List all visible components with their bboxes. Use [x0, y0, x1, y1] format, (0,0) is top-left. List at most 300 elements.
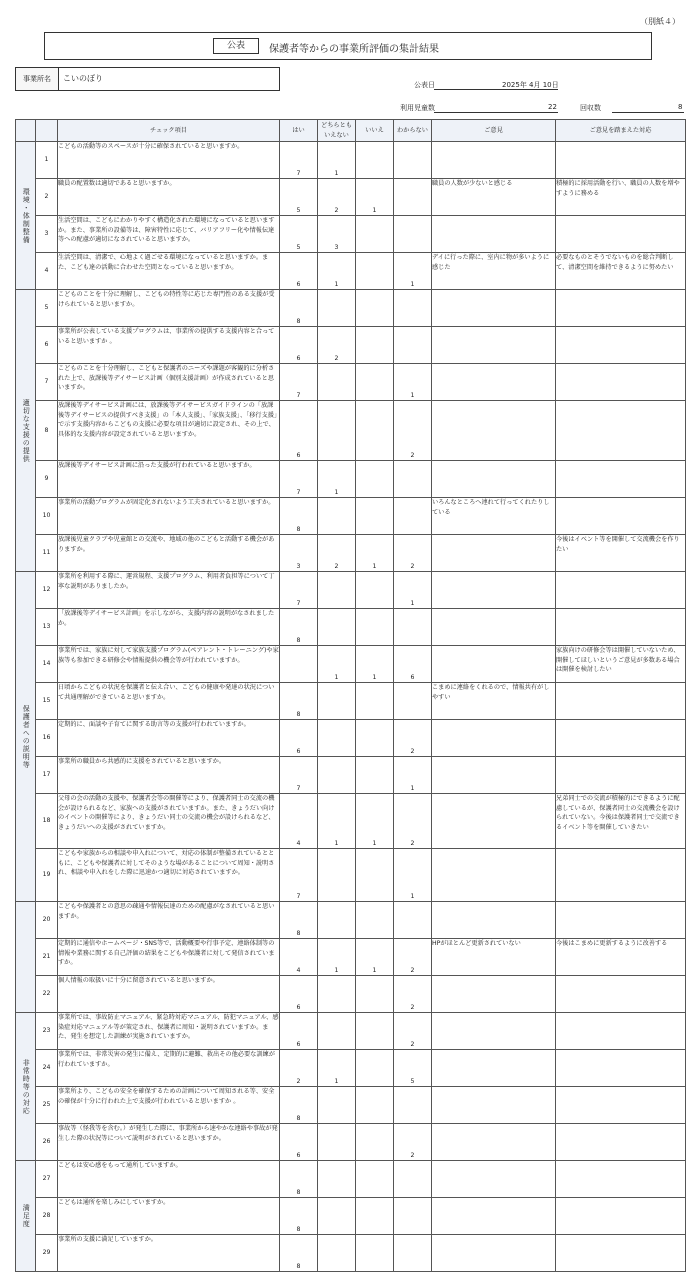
- response-text: 今後はこまめに更新するように改善する: [556, 939, 686, 976]
- neither-count: 1: [318, 253, 356, 290]
- question-text: 事業所では、事故防止マニュアル、緊急時対応マニュアル、防犯マニュアル、感染症対応マニュアル等が策定され、保護者に周知・説明されていますか。また、発生を想定した訓練が実施されていますか。: [58, 1013, 280, 1050]
- unknown-count: [394, 179, 432, 216]
- row-number: 20: [36, 902, 58, 939]
- published-underline: [434, 89, 558, 90]
- row-number: 22: [36, 976, 58, 1013]
- neither-count: [318, 849, 356, 902]
- unknown-count: [394, 1161, 432, 1198]
- neither-count: 2: [318, 327, 356, 364]
- unknown-count: 2: [394, 1013, 432, 1050]
- question-text: 事業所では、家族に対して家族支援プログラム(ペアレント・トレーニング)や家族等も参加できる研修会や情報提供の機会等が行われていますか。: [58, 646, 280, 683]
- table-row: [16, 142, 686, 179]
- neither-count: [318, 290, 356, 327]
- row-number: 16: [36, 720, 58, 757]
- opinion-text: [432, 216, 556, 253]
- neither-count: [318, 683, 356, 720]
- question-text: 事業所より、こどもの安全を確保するための計画について周知される等、安全の確保が十分に行われた上で支援が行われていると思いますか 。: [58, 1087, 280, 1124]
- response-text: [556, 1124, 686, 1161]
- table-row: [16, 976, 686, 1013]
- yes-count: 6: [280, 1013, 318, 1050]
- users-label: 利用児童数: [400, 104, 435, 112]
- category-label: 適切な支援の提供: [22, 398, 31, 463]
- yes-count: 6: [280, 1124, 318, 1161]
- question-text: 事業所を利用する際に、運営規程、支援プログラム、利用者負担等について丁寧な説明がありましたか。: [58, 572, 280, 609]
- response-text: [556, 216, 686, 253]
- row-number: 2: [36, 179, 58, 216]
- row-number: 12: [36, 572, 58, 609]
- row-number: 6: [36, 327, 58, 364]
- question-text: こどもや家族からの相談や申入れについて、対応の体制が整備されているとともに、こどもや保護者に対してそのような場があることについて周知・説明され、相談や申入れをした際に迅速かつ適切に対応されていますか。: [58, 849, 280, 902]
- row-number: 4: [36, 253, 58, 290]
- category-cell: [16, 290, 36, 572]
- yes-count: 7: [280, 364, 318, 401]
- annex-label: （別紙４）: [640, 17, 680, 26]
- unknown-count: 1: [394, 849, 432, 902]
- unknown-count: 2: [394, 794, 432, 849]
- row-number: 26: [36, 1124, 58, 1161]
- yes-count: 8: [280, 290, 318, 327]
- responses-underline: [612, 112, 684, 113]
- yes-count: 8: [280, 683, 318, 720]
- yes-count: 8: [280, 1198, 318, 1235]
- table-header-row: [16, 120, 686, 142]
- no-count: [356, 1050, 394, 1087]
- table-row: [16, 253, 686, 290]
- opinion-text: [432, 572, 556, 609]
- facility-name: こいのぼり: [63, 74, 103, 83]
- neither-count: [318, 1161, 356, 1198]
- opinion-text: [432, 461, 556, 498]
- table-row: [16, 849, 686, 902]
- yes-count: 6: [280, 401, 318, 461]
- opinion-text: [432, 1124, 556, 1161]
- response-text: [556, 976, 686, 1013]
- opinion-text: [432, 609, 556, 646]
- unknown-count: [394, 327, 432, 364]
- yes-count: 6: [280, 976, 318, 1013]
- row-number: 8: [36, 401, 58, 461]
- question-text: 放課後等デイサービス計画に沿った支援が行われていると思いますか。: [58, 461, 280, 498]
- unknown-count: [394, 216, 432, 253]
- header-category: [16, 120, 36, 142]
- row-number: 10: [36, 498, 58, 535]
- question-text: 事業所の職員から共感的に支援をされていると思いますか。: [58, 757, 280, 794]
- table-row: [16, 939, 686, 976]
- yes-count: 7: [280, 572, 318, 609]
- neither-count: [318, 609, 356, 646]
- question-text: 生活空間は、こどもにわかりやすく構造化された環境になっていると思いますか。また、事業所の設備等は、障害特性に応じて、バリアフリー化や情報伝達等への配慮が適切になされていると思いますか。: [58, 216, 280, 253]
- yes-count: 4: [280, 794, 318, 849]
- published-date: 2025年 4月 10日: [502, 81, 559, 89]
- table-row: [16, 757, 686, 794]
- table-row: [16, 290, 686, 327]
- question-text: 事業所の支援に満足していますか。: [58, 1235, 280, 1272]
- opinion-text: [432, 849, 556, 902]
- table-row: [16, 401, 686, 461]
- table-row: [16, 572, 686, 609]
- opinion-text: [432, 364, 556, 401]
- opinion-text: こまめに連絡をくれるので、情報共有がしやすい: [432, 683, 556, 720]
- opinion-text: [432, 757, 556, 794]
- facility-label: 事業所名: [16, 68, 59, 90]
- users-underline: [434, 112, 558, 113]
- no-count: [356, 757, 394, 794]
- neither-count: 1: [318, 794, 356, 849]
- table-row: [16, 216, 686, 253]
- row-number: 9: [36, 461, 58, 498]
- table-row: [16, 609, 686, 646]
- yes-count: 4: [280, 939, 318, 976]
- question-text: 個人情報の取扱いに十分に留意されていると思いますか。: [58, 976, 280, 1013]
- neither-count: 1: [318, 142, 356, 179]
- yes-count: 6: [280, 327, 318, 364]
- yes-count: 6: [280, 253, 318, 290]
- facility-box: [15, 67, 280, 91]
- response-text: [556, 401, 686, 461]
- no-count: [356, 216, 394, 253]
- response-text: [556, 683, 686, 720]
- question-text: こどもや保護者との意思の疎通や情報伝達のための配慮がなされていると思いますか。: [58, 902, 280, 939]
- opinion-text: [432, 720, 556, 757]
- opinion-text: [432, 535, 556, 572]
- opinion-text: [432, 401, 556, 461]
- neither-count: 2: [318, 535, 356, 572]
- yes-count: 8: [280, 498, 318, 535]
- opinion-text: [432, 1087, 556, 1124]
- no-count: [356, 253, 394, 290]
- yes-count: 7: [280, 849, 318, 902]
- response-text: 兄弟同士での交流が積極的にできるように配慮しているが、保護者同士の交流機会を設けられていない。今後は保護者同士で交流できるイベント等を開催していきたい: [556, 794, 686, 849]
- no-count: 1: [356, 646, 394, 683]
- no-count: 1: [356, 939, 394, 976]
- yes-count: 8: [280, 1161, 318, 1198]
- yes-count: 3: [280, 535, 318, 572]
- question-text: 放課後児童クラブや児童館との交流や、地域の他のこどもと活動する機会がありますか。: [58, 535, 280, 572]
- opinion-text: いろんなところへ連れて行ってくれたりしている: [432, 498, 556, 535]
- question-text: 生活空間は、清潔で、心地よく過ごせる環境になっていると思いますか。また、こども達の活動に合わせた空間となっていると思いますか。: [58, 253, 280, 290]
- table-row: [16, 535, 686, 572]
- no-count: [356, 327, 394, 364]
- row-number: 14: [36, 646, 58, 683]
- unknown-count: [394, 1235, 432, 1272]
- response-text: [556, 498, 686, 535]
- yes-count: 5: [280, 179, 318, 216]
- category-label: 非常時等の対応: [22, 1058, 31, 1115]
- response-text: 積極的に採用活動を行い、職員の人数を増やすように務める: [556, 179, 686, 216]
- public-badge: 公表: [213, 38, 259, 54]
- table-row: [16, 327, 686, 364]
- opinion-text: [432, 902, 556, 939]
- table-row: [16, 1235, 686, 1272]
- responses-label: 回収数: [580, 104, 601, 112]
- unknown-count: [394, 461, 432, 498]
- no-count: [356, 498, 394, 535]
- neither-count: [318, 757, 356, 794]
- opinion-text: [432, 1161, 556, 1198]
- yes-count: 7: [280, 461, 318, 498]
- no-count: [356, 1124, 394, 1161]
- unknown-count: [394, 1198, 432, 1235]
- unknown-count: [394, 498, 432, 535]
- response-text: [556, 290, 686, 327]
- no-count: [356, 290, 394, 327]
- question-text: 「放課後等デイサービス計画」を示しながら、支援内容の説明がなされましたか。: [58, 609, 280, 646]
- yes-count: 8: [280, 1087, 318, 1124]
- no-count: [356, 461, 394, 498]
- response-text: [556, 572, 686, 609]
- table-row: [16, 498, 686, 535]
- no-count: [356, 1013, 394, 1050]
- neither-count: [318, 720, 356, 757]
- opinion-text: [432, 1235, 556, 1272]
- unknown-count: 2: [394, 939, 432, 976]
- question-text: こどもは通所を楽しみにしていますか。: [58, 1198, 280, 1235]
- no-count: [356, 1235, 394, 1272]
- row-number: 7: [36, 364, 58, 401]
- unknown-count: 2: [394, 401, 432, 461]
- row-number: 24: [36, 1050, 58, 1087]
- unknown-count: 2: [394, 720, 432, 757]
- neither-count: [318, 1013, 356, 1050]
- table-row: [16, 1161, 686, 1198]
- neither-count: [318, 498, 356, 535]
- row-number: 15: [36, 683, 58, 720]
- table-body: [16, 142, 686, 1272]
- row-number: 3: [36, 216, 58, 253]
- header-opinion: ご意見: [432, 120, 556, 142]
- unknown-count: [394, 142, 432, 179]
- no-count: [356, 572, 394, 609]
- header-no: いいえ: [356, 120, 394, 142]
- neither-count: 1: [318, 1050, 356, 1087]
- table-row: [16, 1050, 686, 1087]
- category-cell: [16, 572, 36, 902]
- no-count: [356, 609, 394, 646]
- question-text: 定期的に通信やホームページ・SNS等で、活動概要や行事予定、連絡体制等の情報や業務に関する自己評価の結果をこどもや保護者に対して発信されていますか。: [58, 939, 280, 976]
- yes-count: 7: [280, 142, 318, 179]
- no-count: 1: [356, 794, 394, 849]
- row-number: 28: [36, 1198, 58, 1235]
- neither-count: [318, 1087, 356, 1124]
- title-box: [44, 32, 652, 60]
- row-number: 1: [36, 142, 58, 179]
- unknown-count: [394, 290, 432, 327]
- row-number: 5: [36, 290, 58, 327]
- yes-count: 8: [280, 609, 318, 646]
- published-label: 公表日: [414, 81, 435, 89]
- response-text: [556, 1198, 686, 1235]
- no-count: [356, 683, 394, 720]
- unknown-count: 2: [394, 1124, 432, 1161]
- row-number: 25: [36, 1087, 58, 1124]
- question-text: 職員の配置数は適切であると思いますか。: [58, 179, 280, 216]
- response-text: [556, 849, 686, 902]
- response-text: [556, 757, 686, 794]
- category-cell: [16, 902, 36, 1013]
- no-count: [356, 849, 394, 902]
- question-text: こどもは安心感をもって通所していますか。: [58, 1161, 280, 1198]
- no-count: 1: [356, 179, 394, 216]
- question-text: 事故等（怪我等を含む。）が発生した際に、事業所から速やかな連絡や事故が発生した際の状況等について説明がされていると思いますか。: [58, 1124, 280, 1161]
- opinion-text: [432, 1013, 556, 1050]
- no-count: [356, 902, 394, 939]
- unknown-count: 1: [394, 572, 432, 609]
- response-text: [556, 142, 686, 179]
- unknown-count: 2: [394, 976, 432, 1013]
- table-row: [16, 683, 686, 720]
- neither-count: 1: [318, 939, 356, 976]
- no-count: [356, 1198, 394, 1235]
- opinion-text: [432, 142, 556, 179]
- table-row: [16, 1124, 686, 1161]
- unknown-count: [394, 609, 432, 646]
- header-item: チェック項目: [58, 120, 280, 142]
- yes-count: 2: [280, 1050, 318, 1087]
- unknown-count: [394, 1087, 432, 1124]
- yes-count: [280, 646, 318, 683]
- question-text: 事業所の活動プログラムが固定化されないよう工夫されていると思いますか。: [58, 498, 280, 535]
- table-row: [16, 720, 686, 757]
- response-text: [556, 1013, 686, 1050]
- no-count: [356, 1161, 394, 1198]
- question-text: こどもの活動等のスペースが十分に確保されていると思いますか。: [58, 142, 280, 179]
- row-number: 27: [36, 1161, 58, 1198]
- question-text: こどものことを十分理解し、こどもと保護者のニーズや課題が客観的に分析された上で、放課後等デイサービス計画（個別支援計画）が作成されていると思いますか。: [58, 364, 280, 401]
- neither-count: 2: [318, 179, 356, 216]
- opinion-text: [432, 976, 556, 1013]
- table-row: [16, 1013, 686, 1050]
- question-text: こどものことを十分に理解し、こどもの特性等に応じた専門性のある支援が受けられていると思いますか。: [58, 290, 280, 327]
- header-number: [36, 120, 58, 142]
- header-yes: はい: [280, 120, 318, 142]
- table-row: [16, 1087, 686, 1124]
- row-number: 19: [36, 849, 58, 902]
- yes-count: 6: [280, 720, 318, 757]
- table-row: [16, 1198, 686, 1235]
- response-text: [556, 902, 686, 939]
- response-text: [556, 720, 686, 757]
- row-number: 23: [36, 1013, 58, 1050]
- category-cell: [16, 1013, 36, 1161]
- header-unknown: わからない: [394, 120, 432, 142]
- header-neither: どちらとも いえない: [318, 120, 356, 142]
- response-text: [556, 364, 686, 401]
- evaluation-table: [15, 119, 686, 1272]
- response-text: [556, 327, 686, 364]
- response-text: [556, 1235, 686, 1272]
- category-label: 保護者への説明等: [22, 704, 31, 769]
- response-text: 必要なものとそうでないものを総合判断して、清潔空間を維持できるように努めたい: [556, 253, 686, 290]
- response-text: [556, 609, 686, 646]
- opinion-text: [432, 327, 556, 364]
- response-text: [556, 1087, 686, 1124]
- opinion-text: [432, 794, 556, 849]
- row-number: 21: [36, 939, 58, 976]
- neither-count: 1: [318, 461, 356, 498]
- table-row: [16, 179, 686, 216]
- row-number: 11: [36, 535, 58, 572]
- question-text: 事業所では、非常災害の発生に備え、定期的に避難、救出その他必要な訓練が行われていますか。: [58, 1050, 280, 1087]
- yes-count: 8: [280, 902, 318, 939]
- response-text: [556, 1050, 686, 1087]
- response-text: 家族向けの研修会等は開催していないため、開催してほしいというご意見が多数ある場合は開催を検討したい: [556, 646, 686, 683]
- yes-count: 5: [280, 216, 318, 253]
- response-text: [556, 1161, 686, 1198]
- category-cell: [16, 1161, 36, 1272]
- header-response: ご意見を踏まえた対応: [556, 120, 686, 142]
- table-row: [16, 794, 686, 849]
- row-number: 13: [36, 609, 58, 646]
- unknown-count: 2: [394, 535, 432, 572]
- response-text: [556, 461, 686, 498]
- opinion-text: [432, 1198, 556, 1235]
- opinion-text: [432, 290, 556, 327]
- yes-count: 8: [280, 1235, 318, 1272]
- neither-count: 1: [318, 646, 356, 683]
- neither-count: [318, 1235, 356, 1272]
- category-label: 満足度: [22, 1204, 31, 1228]
- category-label: 環境・体制整備: [22, 187, 31, 244]
- question-text: 父母の会の活動の支援や、保護者会等の開催等により、保護者同士の交流の機会が設けられるなど、家族への支援がされていますか。また、きょうだい向けのイベントの開催等により、きょうだい同士の交流の機会が設けられるなど、きょうだいへの支援がされていますか。: [58, 794, 280, 849]
- unknown-count: 5: [394, 1050, 432, 1087]
- table-row: [16, 902, 686, 939]
- no-count: [356, 1087, 394, 1124]
- row-number: 17: [36, 757, 58, 794]
- neither-count: [318, 976, 356, 1013]
- table-row: [16, 646, 686, 683]
- opinion-text: [432, 1050, 556, 1087]
- table-row: [16, 461, 686, 498]
- question-text: 放課後等デイサービス計画には、放課後等デイサービスガイドラインの「放課後等デイサービスの提供すべき支援」の「本人支援」、「家族支援」、「移行支援」で示す支援内容からこどもの支援に必要な項目が適切に設定され、その上で、具体的な支援内容が設定されていると思いますか。: [58, 401, 280, 461]
- opinion-text: [432, 646, 556, 683]
- yes-count: 7: [280, 757, 318, 794]
- unknown-count: 1: [394, 253, 432, 290]
- page-title: 保護者等からの事業所評価の集計結果: [269, 44, 439, 55]
- unknown-count: 1: [394, 757, 432, 794]
- no-count: 1: [356, 535, 394, 572]
- no-count: [356, 364, 394, 401]
- unknown-count: [394, 902, 432, 939]
- row-number: 29: [36, 1235, 58, 1272]
- neither-count: [318, 364, 356, 401]
- opinion-text: 職員の人数が少ないと感じる: [432, 179, 556, 216]
- neither-count: [318, 1124, 356, 1161]
- responses-count: 8: [678, 103, 683, 111]
- unknown-count: 1: [394, 364, 432, 401]
- question-text: 定期的に、面談や子育てに関する助言等の支援が行われていますか。: [58, 720, 280, 757]
- no-count: [356, 720, 394, 757]
- unknown-count: 6: [394, 646, 432, 683]
- neither-count: [318, 902, 356, 939]
- neither-count: [318, 1198, 356, 1235]
- neither-count: [318, 572, 356, 609]
- no-count: [356, 976, 394, 1013]
- question-text: 事業所が公表している支援プログラムは、事業所の提供する支援内容と合っていると思いますか 。: [58, 327, 280, 364]
- response-text: 今後はイベント等を開催して交流機会を作りたい: [556, 535, 686, 572]
- opinion-text: HPがほとんど更新されていない: [432, 939, 556, 976]
- users-count: 22: [548, 103, 557, 111]
- row-number: 18: [36, 794, 58, 849]
- neither-count: 3: [318, 216, 356, 253]
- opinion-text: デイに行った際に、室内に物が多いように感じた: [432, 253, 556, 290]
- no-count: [356, 401, 394, 461]
- table-row: [16, 364, 686, 401]
- unknown-count: [394, 683, 432, 720]
- no-count: [356, 142, 394, 179]
- question-text: 日頃からこどもの状況を保護者と伝え合い、こどもの健康や発達の状況について共通理解ができていると思いますか。: [58, 683, 280, 720]
- neither-count: [318, 401, 356, 461]
- category-cell: [16, 142, 36, 290]
